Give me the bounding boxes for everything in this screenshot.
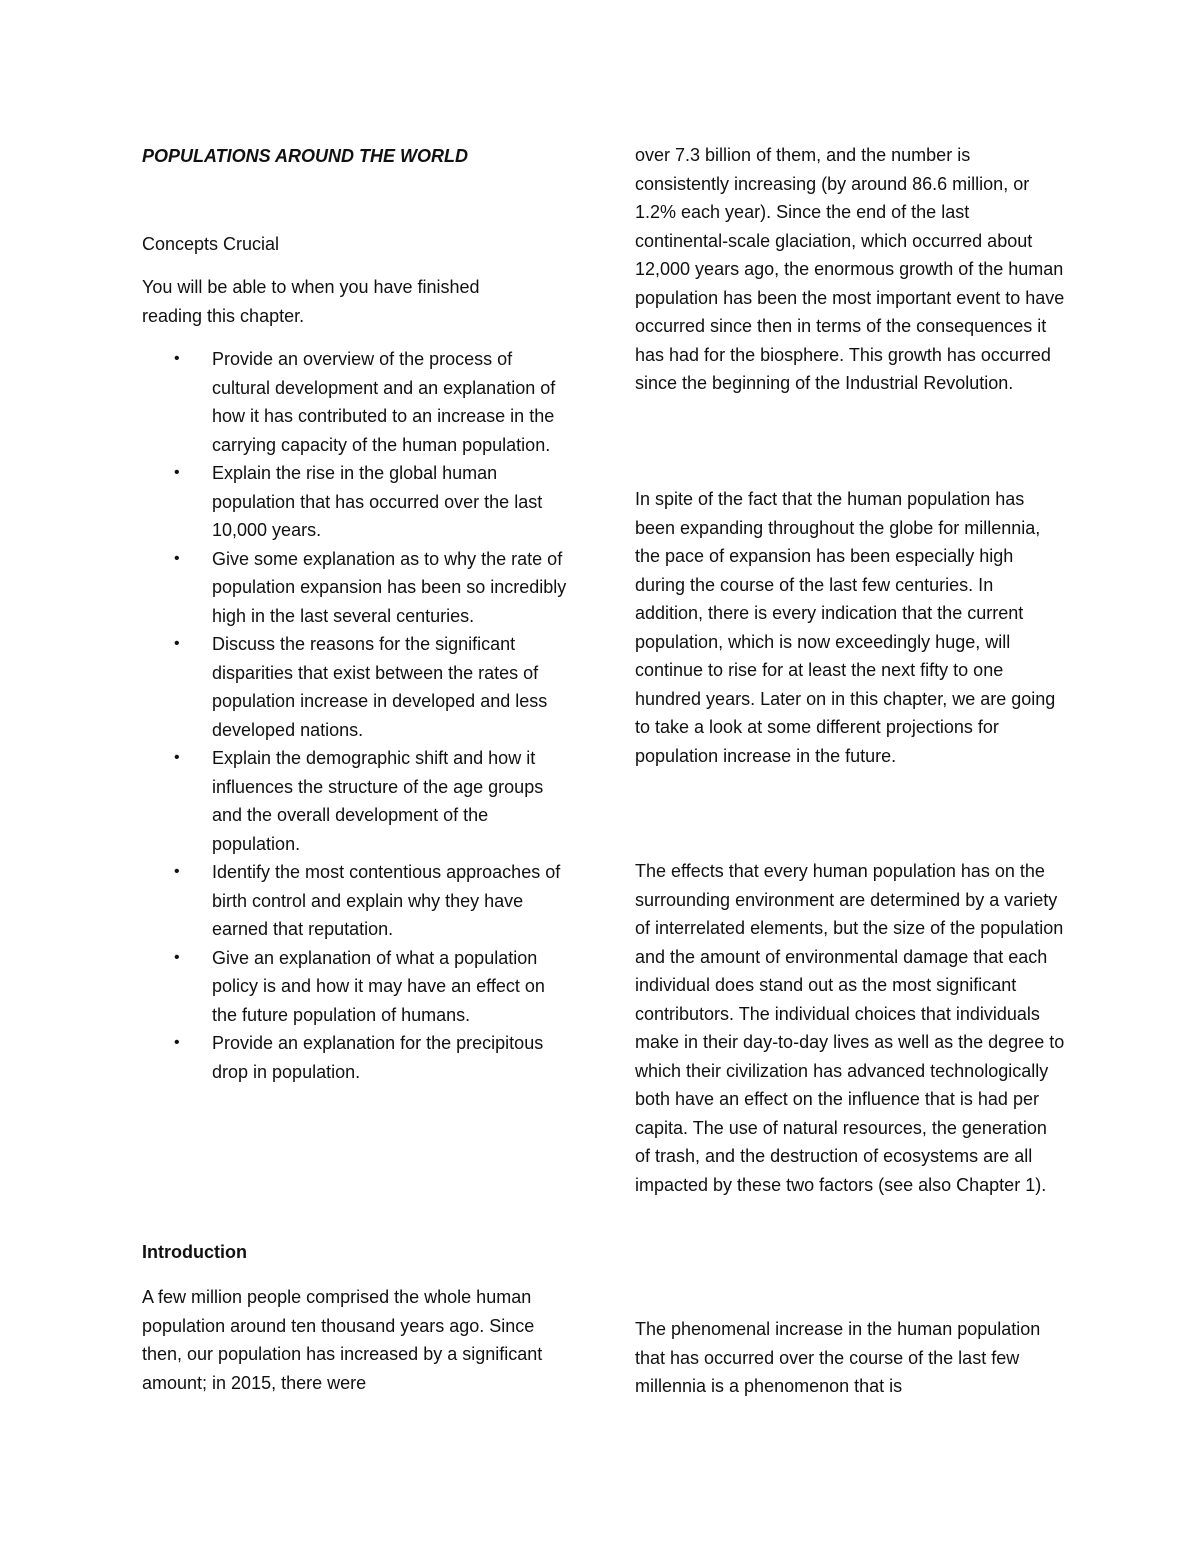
bullet-icon: • [174, 948, 180, 966]
objective-text: Provide an overview of the process of cultural development and an explanation of how it has contributed to an increase in the carrying capacity of the human population. [212, 349, 556, 455]
bullet-icon: • [174, 1034, 180, 1051]
list-item [142, 459, 574, 545]
objective-text: Give some explanation as to why the rate of population expansion has been so incredibly high in the last several centuries. [212, 548, 567, 626]
list-item [142, 630, 574, 744]
list-item [142, 545, 574, 631]
bullet-icon: • [174, 635, 180, 652]
document-title: POPULATIONS AROUND THE WORLD [142, 146, 468, 166]
body-paragraph: The effects that every human population has on the surrounding environment are determined by a variety of interrelated elements, but the size of the population and the amount of environmental damage that each individual does stand out as the most significant contributors. The individual choices that individuals make in their day-to-day lives as well as the degree to which their civilization has advanced technologically both have an effect on the influence that is had per capita. The use of natural resources, the generation of trash, and the destruction of ecosystems are all impacted by these two factors (see also Chapter 1). [635, 861, 1065, 1195]
list-item [142, 858, 574, 944]
objective-text: Explain the rise in the global human population that has occurred over the last 10,000 years. [212, 463, 543, 540]
list-item [142, 744, 574, 858]
bullet-icon: • [174, 464, 180, 481]
body-paragraph: over 7.3 billion of them, and the number is consistently increasing (by around 86.6 million, or 1.2% each year). Since the end of the last continental-scale glaciation, which occurred about 12,000 years ago, the enormous growth of the human population has been the most important event to have occurred since then in terms of the consequences it has had for the biosphere. This growth has occurred since the beginning of the Industrial Revolution. [635, 145, 1065, 393]
list-item [142, 345, 574, 459]
body-paragraph: In spite of the fact that the human population has been expanding throughout the globe for millennia, the pace of expansion has been especially high during the course of the last few centuries. In addition, there is every indication that the current population, which is now exceedingly huge, will continue to rise for at least the next fifty to one hundred years. Later on in this chapter, we are going to take a look at some different projections for population increase in the future. [635, 489, 1056, 766]
concepts-heading: Concepts Crucial [142, 234, 280, 254]
list-item [142, 1029, 574, 1086]
objective-text: Explain the demographic shift and how it influences the structure of the age groups and the overall development of the population. [212, 748, 544, 854]
objective-text: Give an explanation of what a population policy is and how it may have an effect on the future population of humans. [212, 947, 545, 1025]
bullet-icon: • [174, 749, 180, 766]
objective-text: Provide an explanation for the precipitous drop in population. [212, 1033, 544, 1082]
concepts-intro: You will be able to when you have finished reading this chapter. [142, 277, 480, 326]
list-item [142, 944, 574, 1030]
bullet-icon: • [174, 549, 180, 567]
introduction-heading: Introduction [142, 1242, 247, 1262]
body-paragraph: The phenomenal increase in the human population that has occurred over the course of the last few millennia is a phenomenon that is [635, 1319, 1041, 1396]
objective-text: Identify the most contentious approaches of birth control and explain why they have earned that reputation. [212, 862, 561, 939]
bullet-icon: • [174, 863, 180, 880]
bullet-icon: • [174, 350, 180, 367]
learning-objectives-list [142, 345, 574, 1086]
objective-text: Discuss the reasons for the significant disparities that exist between the rates of population increase in developed and less developed nations. [212, 634, 548, 740]
introduction-paragraph: A few million people comprised the whole human population around ten thousand years ago. Since then, our population has increased by a significant amount; in 2015, there were [142, 1287, 543, 1393]
